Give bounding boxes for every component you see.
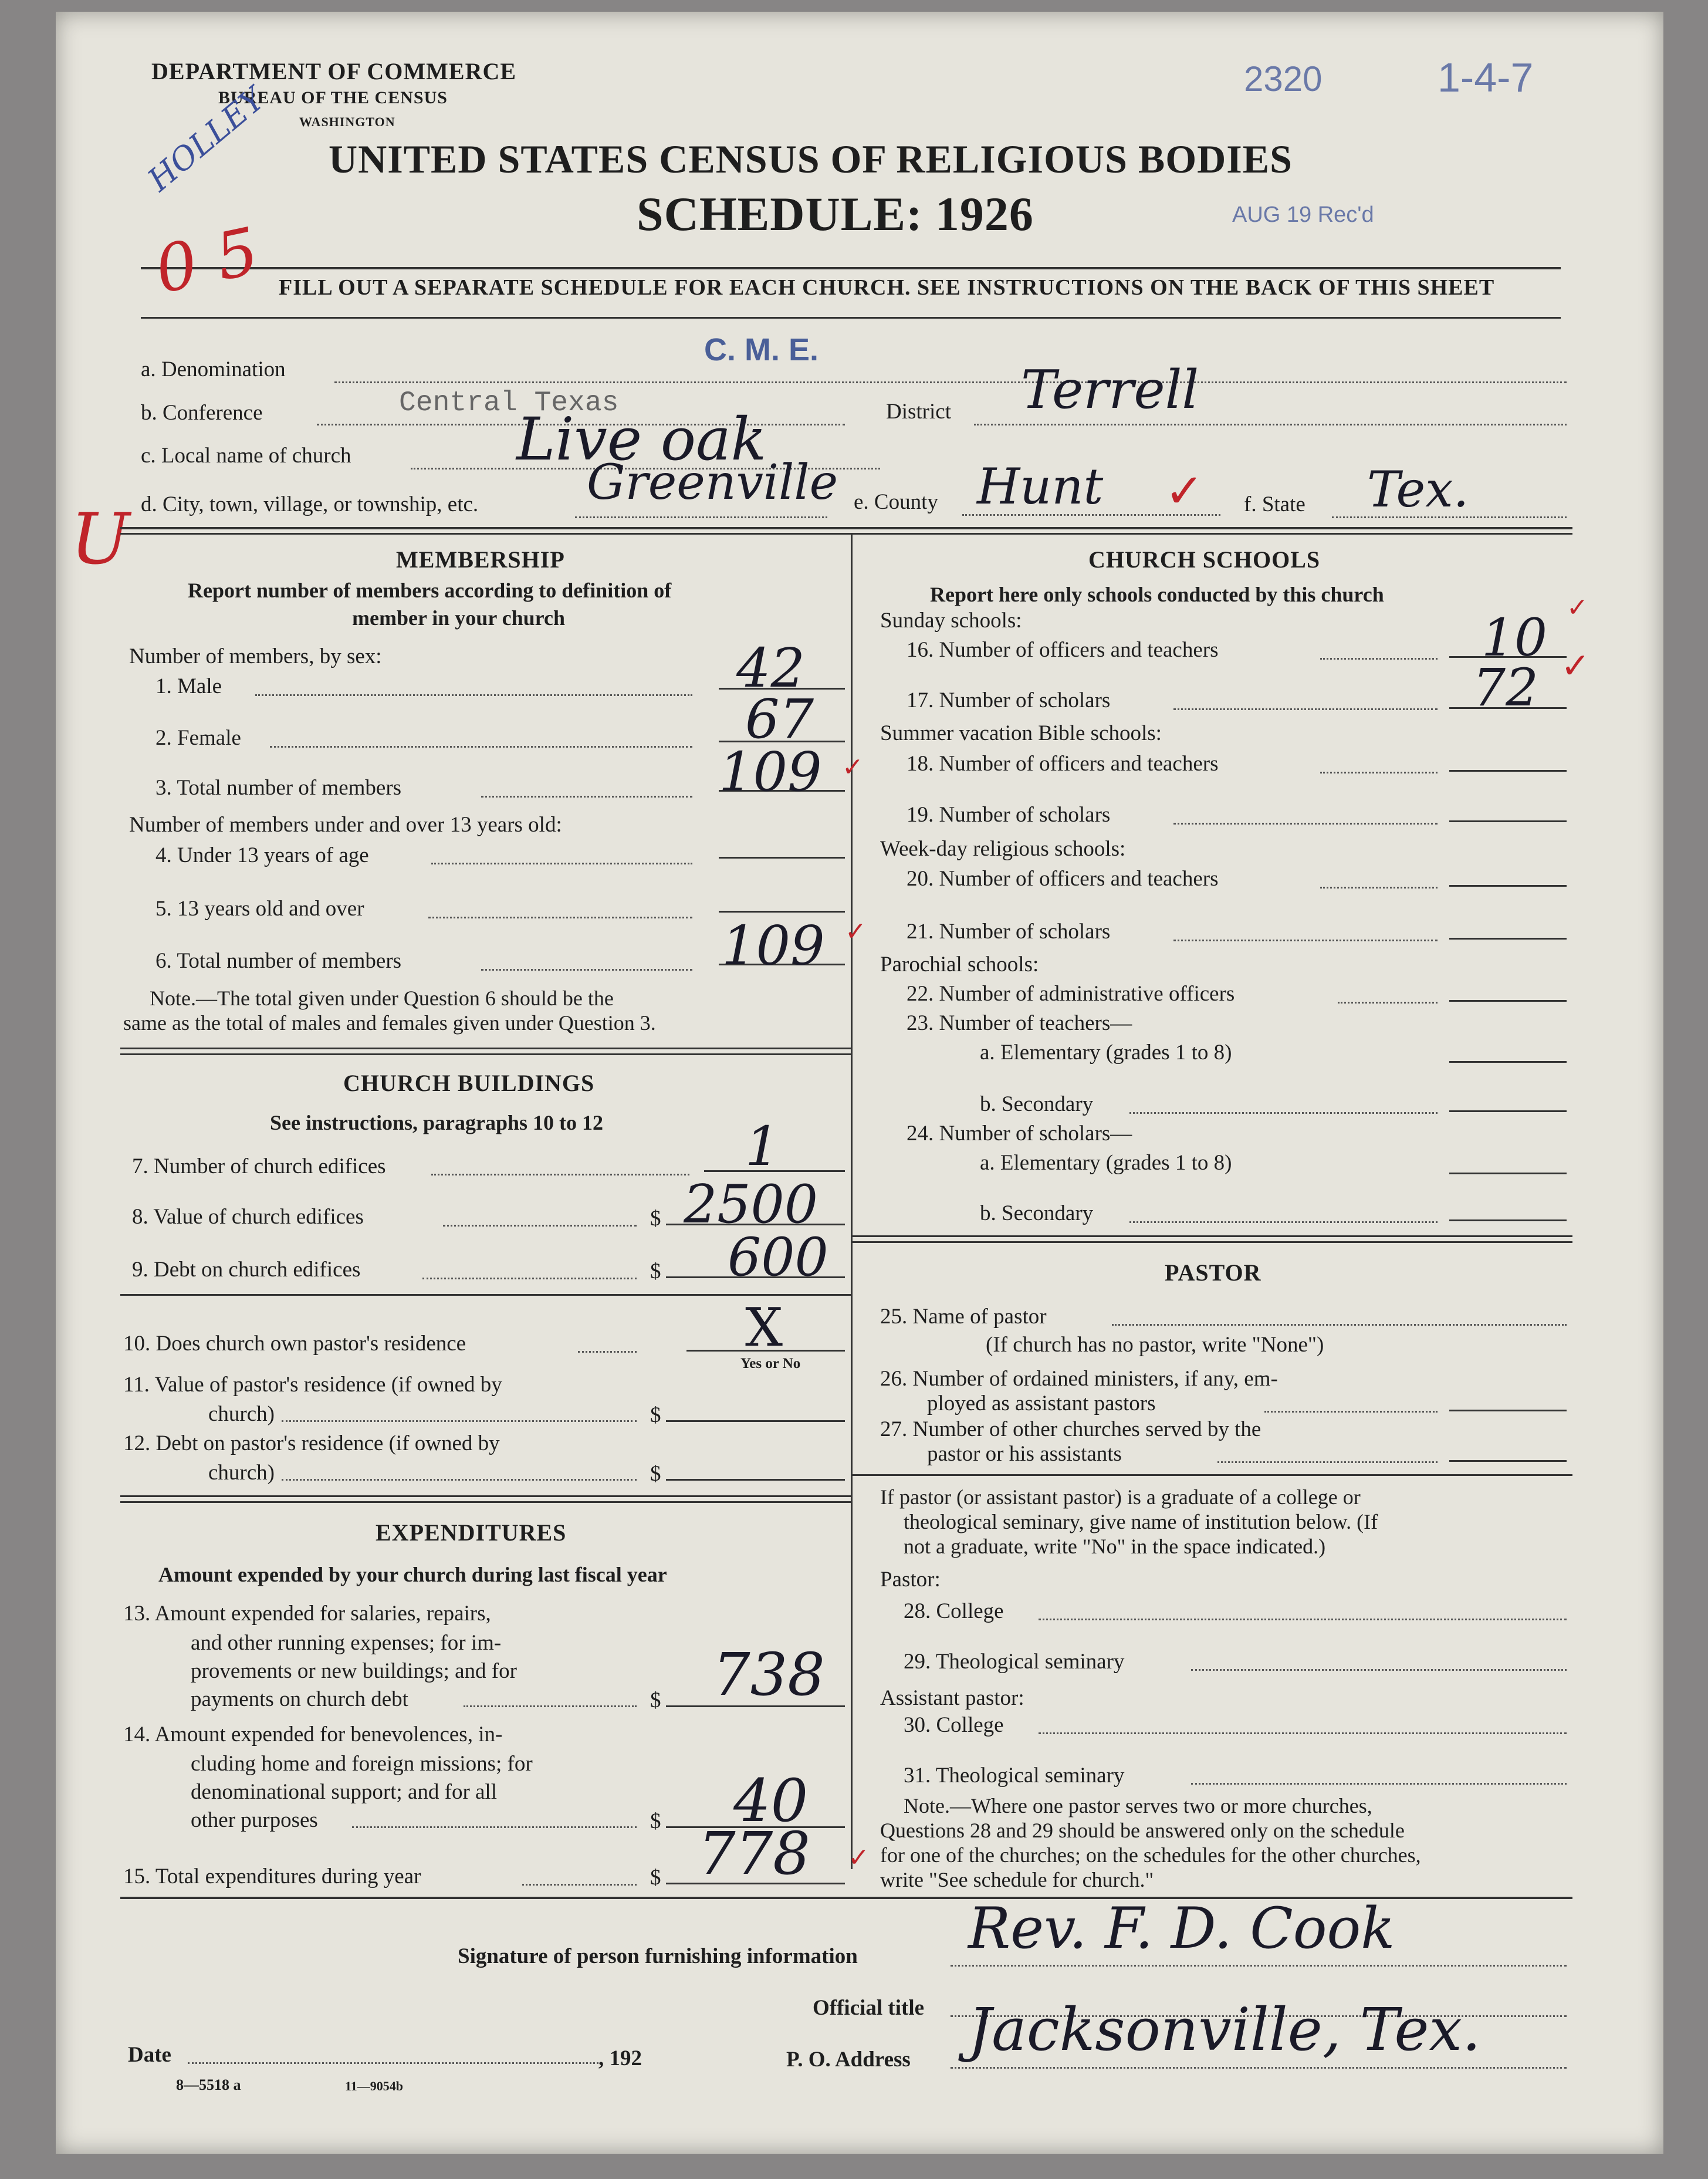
q10-label: 10. Does church own pastor's residence (123, 1332, 466, 1356)
q27-line-1: 27. Number of other churches served by the (880, 1417, 1261, 1441)
q8-dollar: $ (650, 1207, 661, 1231)
handwritten-u: U (70, 499, 130, 580)
district-label: District (886, 400, 951, 424)
city-name: WASHINGTON (299, 114, 395, 129)
q8-value[interactable]: 2500 (684, 1174, 819, 1235)
q11-label-2: church) (208, 1402, 275, 1426)
q13-line-4: payments on church debt (191, 1687, 408, 1711)
po-address-value[interactable]: Jacksonville, Tex. (968, 1995, 1481, 2064)
q15-label: 15. Total expenditures during year (123, 1864, 421, 1889)
stamp-number: 2320 (1244, 59, 1323, 99)
handwritten-holley: HOLLEY (141, 80, 272, 199)
membership-intro-1: Report number of members according to definition of (188, 579, 672, 602)
q16-check-icon: ✓ (1567, 593, 1588, 622)
buildings-title: CHURCH BUILDINGS (343, 1070, 595, 1096)
q30-label: 30. College (904, 1713, 1004, 1737)
q16-label: 16. Number of officers and teachers (907, 638, 1219, 662)
q7-label: 7. Number of church edifices (132, 1154, 386, 1178)
q25-hint: (If church has no pastor, write "None") (986, 1333, 1324, 1357)
handwritten-code: 0 5 (148, 213, 265, 308)
signature-label: Signature of person furnishing information (458, 1944, 858, 1968)
weekday-schools-head: Week-day religious schools: (880, 837, 1126, 861)
q31-label: 31. Theological seminary (904, 1764, 1125, 1788)
q11-dollar: $ (650, 1403, 661, 1427)
q15-check-icon: ✓ (848, 1843, 870, 1872)
q26-line-1: 26. Number of ordained ministers, if any, em- (880, 1367, 1278, 1391)
signature-value[interactable]: Rev. F. D. Cook (968, 1896, 1395, 1961)
q13-dollar: $ (650, 1688, 661, 1712)
graduate-intro-3: not a graduate, write "No" in the space indicated.) (904, 1535, 1326, 1558)
pastor-note-3: for one of the churches; on the schedules for the other churches, (880, 1843, 1421, 1867)
q23-label: 23. Number of teachers— (907, 1011, 1132, 1035)
official-title-label: Official title (813, 1996, 925, 2020)
q17-value[interactable]: 72 (1473, 657, 1538, 718)
q12-label-1: 12. Debt on pastor's residence (if owned by (123, 1431, 500, 1455)
q15-value[interactable]: 778 (698, 1819, 810, 1888)
denomination-label: a. Denomination (141, 357, 286, 381)
q27-line-2: pastor or his assistants (927, 1442, 1122, 1466)
graduate-intro-1: If pastor (or assistant pastor) is a graduate of a college or (880, 1485, 1361, 1509)
q13-line-1: 13. Amount expended for salaries, repairs, (123, 1602, 491, 1626)
schools-sub: Report here only schools conducted by this church (930, 583, 1384, 606)
q15-dollar: $ (650, 1866, 661, 1890)
q13-line-2: and other running expenses; for im- (191, 1631, 502, 1655)
header-rule-top (141, 267, 1561, 269)
q14-value[interactable]: 40 (733, 1766, 809, 1835)
q19-label: 19. Number of scholars (907, 803, 1111, 827)
q3-check-icon: ✓ (842, 753, 864, 782)
assistant-head: Assistant pastor: (880, 1686, 1024, 1710)
q3-label: 3. Total number of members (155, 776, 402, 800)
summer-schools-head: Summer vacation Bible schools: (880, 721, 1162, 745)
sunday-schools-head: Sunday schools: (880, 609, 1022, 633)
local-name-label: c. Local name of church (141, 444, 351, 468)
q12-label-2: church) (208, 1461, 275, 1485)
column-divider (851, 534, 853, 1869)
membership-title: MEMBERSHIP (396, 546, 565, 573)
q7-value[interactable]: 1 (745, 1115, 780, 1178)
po-address-label: P. O. Address (786, 2048, 911, 2072)
pastor-head: Pastor: (880, 1567, 941, 1592)
q13-line-3: provements or new buildings; and for (191, 1659, 517, 1683)
district-value[interactable]: Terrell (1021, 359, 1199, 421)
q2-value[interactable]: 67 (745, 688, 814, 751)
q10-value[interactable]: X (745, 1297, 783, 1359)
q23b-label: b. Secondary (980, 1092, 1094, 1116)
q26-line-2: ployed as assistant pastors (927, 1391, 1156, 1415)
county-label: e. County (854, 490, 938, 514)
q1-label: 1. Male (155, 674, 222, 698)
date-label: Date (128, 2043, 171, 2067)
q1-value[interactable]: 42 (736, 637, 806, 700)
q24-label: 24. Number of scholars— (907, 1121, 1132, 1146)
stamp-code: 1-4-7 (1438, 55, 1534, 100)
membership-intro-2: member in your church (352, 606, 566, 630)
q14-line-2: cluding home and foreign missions; for (191, 1752, 533, 1776)
q21-label: 21. Number of scholars (907, 920, 1111, 944)
city-label: d. City, town, village, or township, etc. (141, 492, 479, 516)
q14-line-4: other purposes (191, 1808, 318, 1832)
q5-label: 5. 13 years old and over (155, 897, 364, 921)
schedule-title: SCHEDULE: 1926 (637, 187, 1034, 241)
bureau-name: BUREAU OF THE CENSUS (218, 88, 448, 107)
q25-label: 25. Name of pastor (880, 1305, 1047, 1329)
denomination-value[interactable]: C. M. E. (704, 332, 819, 367)
date-year: , 192 (598, 2046, 642, 2070)
state-label: f. State (1244, 492, 1305, 516)
q6-label: 6. Total number of members (155, 949, 402, 973)
q4-label: 4. Under 13 years of age (155, 843, 369, 867)
q6-check-icon: ✓ (845, 917, 867, 946)
expenditures-title: EXPENDITURES (376, 1519, 567, 1546)
q6-value[interactable]: 109 (722, 914, 825, 977)
pastor-note-1: Note.—Where one pastor serves two or more churches, (904, 1794, 1372, 1817)
form-number: 8—5518 a (176, 2076, 241, 2093)
q8-label: 8. Value of church edifices (132, 1205, 364, 1229)
q18-label: 18. Number of officers and teachers (907, 752, 1219, 776)
conference-value[interactable]: Central Texas (399, 387, 619, 419)
conference-label: b. Conference (141, 401, 263, 425)
q9-value[interactable]: 600 (728, 1227, 828, 1288)
q29-label: 29. Theological seminary (904, 1650, 1125, 1674)
membership-note-1: Note.—The total given under Question 6 should be the (150, 987, 614, 1010)
print-number: 11—9054b (345, 2079, 404, 2093)
q22-label: 22. Number of administrative officers (907, 982, 1235, 1006)
q11-label-1: 11. Value of pastor's residence (if owned by (123, 1373, 502, 1397)
pastor-note-2: Questions 28 and 29 should be answered only on the schedule (880, 1819, 1405, 1842)
county-value[interactable]: Hunt (977, 458, 1104, 515)
q17-check-icon: ✓ (1561, 647, 1591, 685)
q17-label: 17. Number of scholars (907, 688, 1111, 712)
q24a-label: a. Elementary (grades 1 to 8) (980, 1151, 1232, 1175)
q9-dollar: $ (650, 1259, 661, 1283)
q13-value[interactable]: 738 (713, 1640, 825, 1709)
age-intro: Number of members under and over 13 years old: (129, 813, 562, 837)
q28-label: 28. College (904, 1599, 1004, 1623)
q24b-label: b. Secondary (980, 1201, 1094, 1225)
q3-value[interactable]: 109 (719, 741, 822, 803)
local-name-value[interactable]: Live oak (516, 405, 767, 474)
q23a-label: a. Elementary (grades 1 to 8) (980, 1040, 1232, 1065)
expenditures-sub: Amount expended by your church during last fiscal year (158, 1563, 667, 1586)
header-rule-bottom (141, 317, 1561, 319)
buildings-sub: See instructions, paragraphs 10 to 12 (270, 1111, 604, 1134)
pastor-title: PASTOR (1165, 1259, 1261, 1286)
department-name: DEPARTMENT OF COMMERCE (151, 58, 517, 85)
q14-line-1: 14. Amount expended for benevolences, in- (123, 1722, 503, 1746)
q14-line-3: denominational support; and for all (191, 1780, 497, 1804)
q16-value[interactable]: 10 (1482, 607, 1547, 668)
q10-hint: Yes or No (740, 1356, 801, 1371)
form-title: UNITED STATES CENSUS OF RELIGIOUS BODIES (329, 137, 1293, 181)
q12-dollar: $ (650, 1462, 661, 1486)
pastor-note-4: write "See schedule for church." (880, 1868, 1154, 1891)
stamp-received: AUG 19 Rec'd (1232, 202, 1374, 227)
by-sex-label: Number of members, by sex: (129, 644, 382, 668)
q9-label: 9. Debt on church edifices (132, 1258, 361, 1282)
q20-label: 20. Number of officers and teachers (907, 867, 1219, 891)
instruction-line: FILL OUT A SEPARATE SCHEDULE FOR EACH CHURCH. SEE INSTRUCTIONS ON THE BACK OF THIS SHEET (279, 275, 1495, 300)
county-check-icon: ✓ (1165, 466, 1205, 518)
q14-dollar: $ (650, 1809, 661, 1833)
city-value[interactable]: Greenville (587, 455, 838, 511)
membership-note-2: same as the total of males and females given under Question 3. (123, 1011, 656, 1035)
state-value[interactable]: Tex. (1367, 461, 1469, 518)
parochial-schools-head: Parochial schools: (880, 952, 1039, 977)
graduate-intro-2: theological seminary, give name of institution below. (If (904, 1510, 1378, 1533)
q2-label: 2. Female (155, 726, 241, 750)
schools-title: CHURCH SCHOOLS (1088, 546, 1321, 573)
